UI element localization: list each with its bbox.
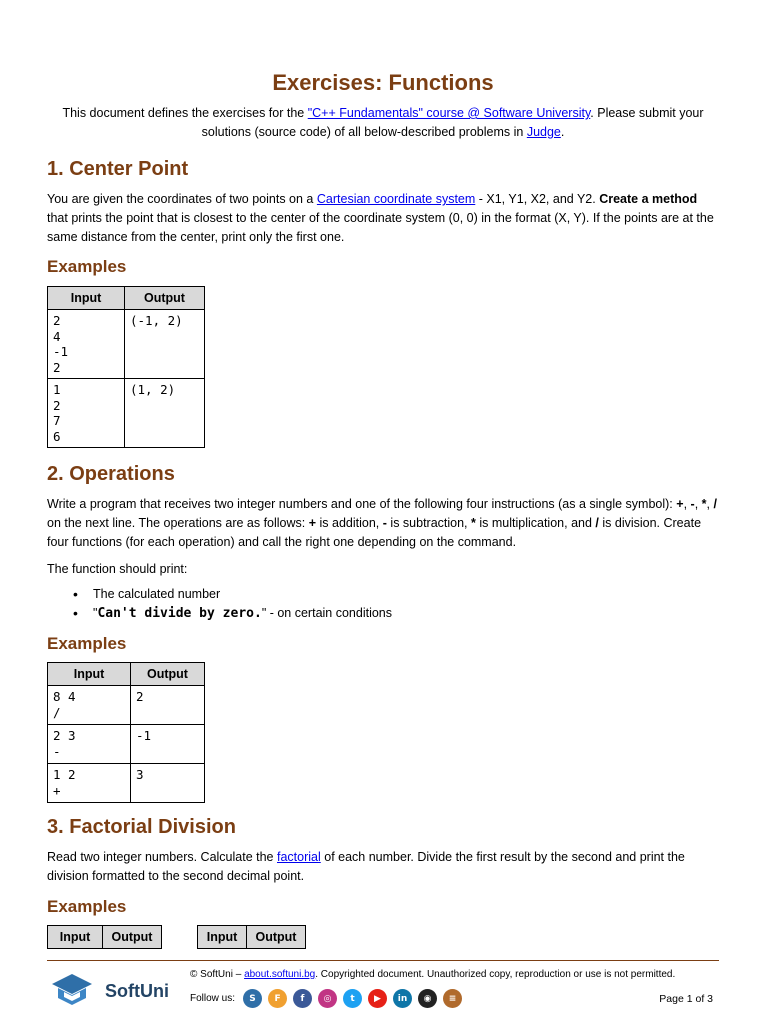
op-div: / xyxy=(595,516,599,530)
problem1-description xyxy=(47,190,719,247)
input-cell: 1 2 + xyxy=(48,764,131,803)
op-mul: * xyxy=(471,516,476,530)
output-cell: (-1, 2) xyxy=(125,310,205,379)
table-row xyxy=(48,725,205,764)
problem3-heading: 3. Factorial Division xyxy=(47,816,236,838)
input-header: Input xyxy=(48,663,131,686)
problem1-heading: 1. Center Point xyxy=(47,158,189,180)
intro-paragraph xyxy=(47,104,719,142)
page-title: Exercises: Functions xyxy=(272,70,494,95)
p1-text: You are given the coordinates of two points on a xyxy=(47,192,317,206)
p2-text: , xyxy=(706,497,714,511)
instagram-icon[interactable]: ◎ xyxy=(318,989,337,1008)
table-row xyxy=(48,379,205,448)
table-header-row xyxy=(48,287,205,310)
p2-text: is addition, xyxy=(316,516,383,530)
softuni-foundation-icon[interactable]: F xyxy=(268,989,287,1008)
problem1-examples-table xyxy=(47,286,205,448)
table-header-row xyxy=(48,663,205,686)
copy-text: . Copyrighted document. Unauthorized copy, reproduction or use is not permitted. xyxy=(315,969,676,980)
social-icons xyxy=(243,989,468,1008)
input-header: Input xyxy=(48,287,125,310)
input-cell: 8 4 / xyxy=(48,686,131,725)
linkedin-icon[interactable]: in xyxy=(393,989,412,1008)
problem1-examples-heading: Examples xyxy=(47,257,127,276)
youtube-icon[interactable]: ▶ xyxy=(368,989,387,1008)
footer-divider xyxy=(47,960,719,961)
p1-bold-text: Create a method xyxy=(599,192,698,206)
p2-text: is multiplication, and xyxy=(475,516,596,530)
p2-text: Write a program that receives two integer numbers and one of the following four instructions (as a single symbol): xyxy=(47,497,677,511)
problem3-description xyxy=(47,848,719,886)
output-cell: -1 xyxy=(131,725,205,764)
problem2-description xyxy=(47,495,719,552)
table-header-row xyxy=(48,926,162,949)
problem2-examples-heading: Examples xyxy=(47,634,127,653)
bullet-text: " xyxy=(261,606,267,620)
output-header: Output xyxy=(247,926,306,949)
input-cell: 2 3 - xyxy=(48,725,131,764)
p1-text: that prints the point that is closest to the center of the coordinate system (0, 0) in the format (X, Y). If the points are at the same distance from the center, print only the first one. xyxy=(47,211,714,244)
follow-label: Follow us: xyxy=(190,993,236,1004)
github-icon[interactable]: ◉ xyxy=(418,989,437,1008)
facebook-icon[interactable]: f xyxy=(293,989,312,1008)
list-item xyxy=(73,604,392,623)
intro-text: . Please submit your solutions (source code) of all below-described problems in xyxy=(201,106,704,139)
problem2-print-intro: The function should print: xyxy=(47,562,188,576)
problem2-heading: 2. Operations xyxy=(47,463,175,485)
table-row xyxy=(48,764,205,803)
bullet-text: The calculated number xyxy=(93,587,221,601)
intro-text: This document defines the exercises for the xyxy=(62,106,308,120)
bullet-text: - on certain conditions xyxy=(266,606,393,620)
op-plus: + xyxy=(676,497,684,511)
copyright-notice xyxy=(190,969,675,980)
op-mul: * xyxy=(701,497,707,511)
problem3-examples-table-1 xyxy=(47,925,162,949)
judge-link[interactable]: Judge xyxy=(526,125,561,139)
p2-text: on the next line. The operations are as follows: xyxy=(47,516,309,530)
input-header: Input xyxy=(198,926,247,949)
problem2-bullet-list xyxy=(73,585,392,623)
p2-text: , xyxy=(694,497,702,511)
bullet-text: " xyxy=(93,606,98,620)
op-plus: + xyxy=(308,516,317,530)
output-header: Output xyxy=(103,926,162,949)
output-cell: (1, 2) xyxy=(125,379,205,448)
table-row xyxy=(48,310,205,379)
p3-text: Read two integer numbers. Calculate the xyxy=(47,850,277,864)
table-header-row xyxy=(198,926,306,949)
softuni-logo-icon xyxy=(50,970,175,1010)
factorial-link[interactable]: factorial xyxy=(277,850,321,864)
output-header: Output xyxy=(125,287,205,310)
problem3-examples-table-2 xyxy=(197,925,306,949)
cartesian-link[interactable]: Cartesian coordinate system xyxy=(316,192,476,206)
input-header: Input xyxy=(48,926,103,949)
course-link[interactable]: "C++ Fundamentals" course @ Software University xyxy=(307,106,591,120)
page-number: Page 1 of 3 xyxy=(659,993,713,1005)
softuni-logo[interactable] xyxy=(50,970,175,1010)
twitter-icon[interactable]: t xyxy=(343,989,362,1008)
about-softuni-link[interactable]: about.softuni.bg xyxy=(244,969,316,980)
op-minus: - xyxy=(382,516,387,530)
problem3-examples-heading: Examples xyxy=(47,897,127,916)
p2-text: is division. Create four functions (for each operation) and call the right one depending on the command. xyxy=(47,516,702,549)
input-cell: 2 4 -1 2 xyxy=(48,310,125,379)
output-cell: 2 xyxy=(131,686,205,725)
logo-text: SoftUni xyxy=(105,981,169,1001)
copy-text: © SoftUni – xyxy=(190,969,245,980)
input-cell: 1 2 7 6 xyxy=(48,379,125,448)
p3-text: of each number. Divide the first result by the second and print the division formatted to the second decimal point. xyxy=(47,850,685,883)
problem2-examples-table xyxy=(47,662,205,803)
op-div: / xyxy=(713,497,717,511)
bullet-code: Can't divide by zero. xyxy=(97,606,262,621)
table-row xyxy=(48,686,205,725)
p2-text: , xyxy=(683,497,691,511)
p2-text: is subtraction, xyxy=(386,516,472,530)
list-item xyxy=(73,585,392,604)
output-cell: 3 xyxy=(131,764,205,803)
intro-text: . xyxy=(560,125,565,139)
stackoverflow-icon[interactable]: ≡ xyxy=(443,989,462,1008)
output-header: Output xyxy=(131,663,205,686)
op-minus: - xyxy=(690,497,695,511)
follow-us-bar xyxy=(190,989,468,1008)
softuni-icon[interactable]: S xyxy=(243,989,262,1008)
p1-text: - X1, Y1, X2, and Y2. xyxy=(475,192,600,206)
